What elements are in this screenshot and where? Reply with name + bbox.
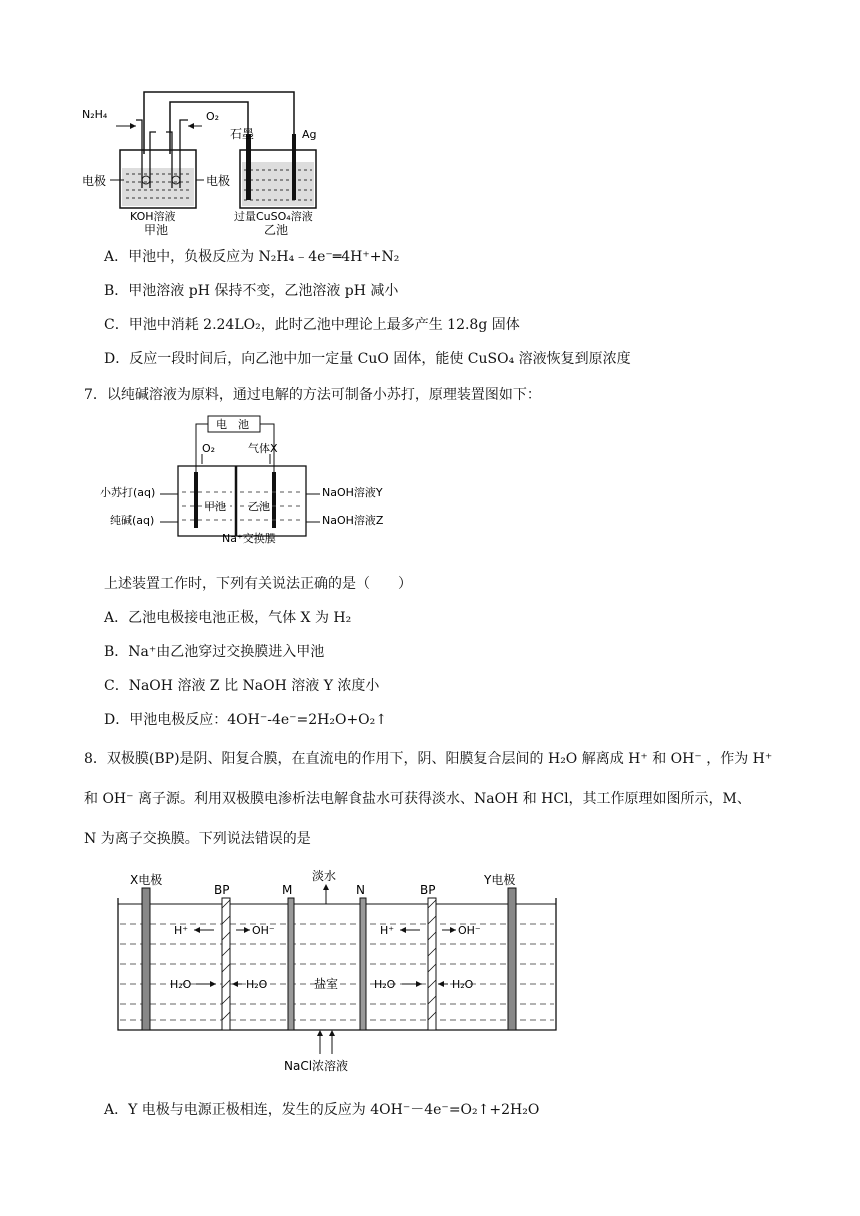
h2o-4: H₂O — [452, 978, 474, 991]
xiaosuda-label: 小苏打(aq) — [100, 486, 156, 499]
bp-left-label: BP — [214, 883, 230, 897]
salt-room-label: 盐室 — [314, 977, 339, 991]
h2o-2: H₂O — [246, 978, 268, 991]
graphite-label: 石墨 — [230, 127, 255, 141]
q7-option-b: B．Na⁺由乙池穿过交换膜进入甲池 — [104, 644, 325, 660]
naoh-z-label: NaOH溶液Z — [322, 514, 384, 527]
q8-option-a: A．Y 电极与电源正极相连，发生的反应为 4OH⁻－4e⁻=O₂↑+2H₂O — [104, 1102, 540, 1118]
q7-option-a: A．乙池电极接电池正极，气体 X 为 H₂ — [104, 610, 352, 626]
h2o-3: H₂O — [374, 978, 396, 991]
q6-option-c: C．甲池中消耗 2.24LO₂，此时乙池中理论上最多产生 12.8g 固体 — [104, 317, 520, 333]
naoh-y-label: NaOH溶液Y — [322, 486, 383, 499]
h-plus-right: H⁺ — [380, 924, 395, 937]
electrode-left-label: 电极 — [82, 174, 107, 188]
figure-electrolysis-cell — [98, 412, 388, 544]
gas-x-label: 气体X — [248, 442, 278, 455]
jia-label: 甲池 — [144, 223, 169, 236]
y-electrode-label: Y电极 — [484, 873, 516, 887]
q6-option-d: D．反应一段时间后，向乙池中加一定量 CuO 固体，能使 CuSO₄ 溶液恢复到原浓度 — [104, 351, 631, 367]
battery-label: 电 池 — [216, 418, 249, 431]
q8-line-1: 8．双极膜(BP)是阴、阳复合膜，在直流电的作用下，阴、阳膜复合层间的 H₂O 解离成 H⁺ 和 OH⁻ ，作为 H⁺ — [84, 751, 773, 767]
q7-stem: 7．以纯碱溶液为原料，通过电解的方法可制备小苏打，原理装置图如下： — [84, 387, 541, 403]
membrane-label: Na⁺交换膜 — [222, 532, 276, 544]
x-electrode-label: X电极 — [130, 873, 163, 887]
n-label: N — [356, 883, 365, 897]
o2-output-label: O₂ — [202, 442, 216, 455]
yi-chi-label: 乙池 — [248, 500, 270, 513]
ag-label: Ag — [302, 128, 317, 141]
oh-minus-left: OH⁻ — [252, 924, 275, 937]
q7-question: 上述装置工作时，下列有关说法正确的是（ ） — [104, 576, 412, 592]
fresh-water-label: 淡水 — [312, 869, 337, 883]
h-plus-left: H⁺ — [174, 924, 189, 937]
h2o-1: H₂O — [170, 978, 192, 991]
q7-option-c: C．NaOH 溶液 Z 比 NaOH 溶液 Y 浓度小 — [104, 678, 380, 694]
electrode-right-label: 电极 — [206, 174, 231, 188]
figure-fuel-cell — [80, 88, 340, 236]
q6-option-a: A．甲池中，负极反应为 N₂H₄﹣4e⁻═4H⁺+N₂ — [104, 249, 400, 265]
q7-option-d: D．甲池电极反应：4OH⁻-4e⁻=2H₂O+O₂↑ — [104, 712, 388, 728]
figure-bipolar-membrane — [112, 864, 562, 1074]
oh-minus-right: OH⁻ — [458, 924, 481, 937]
cuso4-label: 过量CuSO₄溶液 — [234, 210, 313, 223]
jia-chi-label: 甲池 — [204, 500, 226, 513]
q8-line-2: 和 OH⁻ 离子源。利用双极膜电渗析法电解食盐水可获得淡水、NaOH 和 HCl，其工作原理如图所示，M、 — [84, 791, 751, 807]
nacl-label: NaCl浓溶液 — [284, 1059, 349, 1073]
m-label: M — [282, 883, 293, 897]
koh-label: KOH溶液 — [130, 210, 176, 223]
q6-option-b: B．甲池溶液 pH 保持不变，乙池溶液 pH 减小 — [104, 283, 399, 299]
o2-label: O₂ — [206, 110, 220, 123]
yi-label: 乙池 — [264, 223, 289, 236]
n2h4-label: N₂H₄ — [82, 108, 108, 121]
q8-line-3: N 为离子交换膜。下列说法错误的是 — [84, 831, 311, 847]
bp-right-label: BP — [420, 883, 436, 897]
chunjian-label: 纯碱(aq) — [110, 514, 155, 527]
